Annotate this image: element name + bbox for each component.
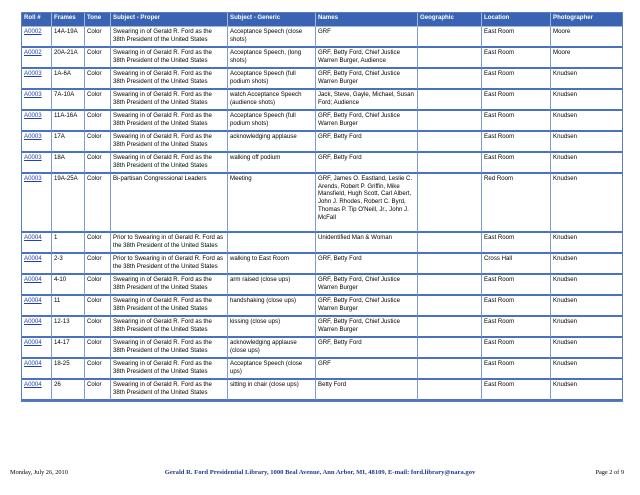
cell-photographer: Knudsen [551,254,622,275]
cell-geographic [418,174,482,233]
cell-names: GRF [316,359,418,380]
roll-link[interactable]: A0004 [24,339,42,346]
roll-link[interactable]: A0002 [24,28,42,35]
cell-subject-generic: Acceptance Speech, (long shots) [228,48,316,69]
cell-roll [22,380,52,401]
cell-photographer: Knudsen [551,132,622,153]
cell-roll [22,338,52,359]
cell-subject-proper: Swearing in of Gerald R. Ford as the 38th President of the United States [111,69,228,90]
cell-tone: Color [85,338,111,359]
cell-subject-proper: Swearing in of Gerald R. Ford as the 38th President of the United States [111,153,228,174]
roll-link[interactable]: A0004 [24,255,42,262]
cell-subject-proper: Swearing in of Gerald R. Ford as the 38th President of the United States [111,132,228,153]
table-row [22,317,622,338]
cell-geographic [418,69,482,90]
cell-subject-generic: Acceptance Speech (full podium shots) [228,69,316,90]
cell-photographer: Knudsen [551,296,622,317]
cell-photographer: Knudsen [551,69,622,90]
table-row [22,111,622,132]
cell-subject-proper: Swearing in of Gerald R. Ford as the 38th President of the United States [111,48,228,69]
cell-names: GRF, Betty Ford, Chief Justice Warren Burger [316,296,418,317]
roll-link[interactable]: A0002 [24,49,42,56]
cell-tone: Color [85,132,111,153]
cell-subject-proper: Swearing in of Gerald R. Ford as the 38th President of the United States [111,275,228,296]
cell-geographic [418,153,482,174]
roll-link[interactable]: A0004 [24,360,42,367]
cell-tone: Color [85,48,111,69]
cell-photographer: Knudsen [551,338,622,359]
cell-roll [22,174,52,233]
cell-geographic [418,380,482,401]
cell-photographer: Knudsen [551,111,622,132]
cell-tone: Color [85,296,111,317]
cell-tone: Color [85,27,111,48]
table-row [22,27,622,48]
roll-link[interactable]: A0003 [24,91,42,98]
cell-tone: Color [85,359,111,380]
roll-link[interactable]: A0003 [24,133,42,140]
cell-names: Jack, Steve, Gayle, Michael, Susan Ford; Audience [316,90,418,111]
footer-date: Monday, July 26, 2010 [10,469,68,476]
cell-tone: Color [85,90,111,111]
cell-names: GRF, Betty Ford [316,254,418,275]
cell-location: East Room [482,111,551,132]
cell-names: GRF, Betty Ford [316,153,418,174]
cell-geographic [418,111,482,132]
roll-link[interactable]: A0003 [24,70,42,77]
cell-roll [22,233,52,254]
cell-photographer: Knudsen [551,380,622,401]
cell-subject-generic: Acceptance Speech (close ups) [228,359,316,380]
cell-roll [22,359,52,380]
table-row [22,153,622,174]
table-body [22,27,622,401]
cell-frames: 7A-10A [52,90,85,111]
cell-photographer: Knudsen [551,275,622,296]
cell-subject-proper: Swearing in of Gerald R. Ford as the 38th President of the United States [111,359,228,380]
cell-tone: Color [85,153,111,174]
cell-subject-generic: kissing (close ups) [228,317,316,338]
roll-link[interactable]: A0004 [24,234,42,241]
cell-roll [22,111,52,132]
header-row [22,13,622,27]
cell-geographic [418,27,482,48]
column-header-names: Names [316,13,418,27]
cell-roll [22,27,52,48]
cell-location: East Room [482,359,551,380]
footer-page-number: Page 2 of 9 [595,469,624,476]
cell-frames: 1A-6A [52,69,85,90]
cell-subject-proper: Swearing in of Gerald R. Ford as the 38th President of the United States [111,111,228,132]
cell-tone: Color [85,254,111,275]
table-row [22,174,622,233]
cell-subject-generic: arm raised (close ups) [228,275,316,296]
cell-photographer: Moore [551,27,622,48]
cell-geographic [418,254,482,275]
cell-frames: 12-13 [52,317,85,338]
table-row [22,380,622,401]
cell-roll [22,275,52,296]
cell-roll [22,132,52,153]
cell-roll [22,317,52,338]
cell-tone: Color [85,275,111,296]
cell-names: GRF [316,27,418,48]
cell-geographic [418,296,482,317]
cell-roll [22,90,52,111]
roll-link[interactable]: A0004 [24,318,42,325]
cell-frames: 2-3 [52,254,85,275]
cell-subject-proper: Swearing in of Gerald R. Ford as the 38th President of the United States [111,380,228,401]
cell-frames: 20A-21A [52,48,85,69]
cell-location: East Room [482,132,551,153]
cell-subject-generic [228,233,316,254]
cell-roll [22,69,52,90]
roll-link[interactable]: A0004 [24,381,42,388]
table-row [22,233,622,254]
cell-subject-proper: Swearing in of Gerald R. Ford as the 38th President of the United States [111,317,228,338]
table-row [22,275,622,296]
photo-log-table [21,12,623,402]
cell-tone: Color [85,111,111,132]
cell-location: East Room [482,317,551,338]
table-row [22,69,622,90]
page-footer [0,469,640,481]
cell-subject-proper: Prior to Swearing in of Gerald R. Ford as the 38th President of the United States [111,254,228,275]
cell-subject-generic: Acceptance Speech (full podium shots) [228,111,316,132]
cell-location: East Room [482,275,551,296]
photo-log-sheet [21,12,623,402]
cell-photographer: Knudsen [551,90,622,111]
cell-frames: 14-17 [52,338,85,359]
cell-roll [22,254,52,275]
cell-names: GRF, Betty Ford, Chief Justice Warren Burger [316,317,418,338]
cell-subject-generic: watch Acceptance Speech (audience shots) [228,90,316,111]
roll-link[interactable]: A0003 [24,154,42,161]
cell-subject-generic: acknowledging applause (close ups) [228,338,316,359]
table-row [22,359,622,380]
cell-subject-generic: sitting in chair (close ups) [228,380,316,401]
cell-subject-proper: Bi-partisan Congressional Leaders [111,174,228,233]
cell-frames: 11 [52,296,85,317]
cell-subject-proper: Prior to Swearing in of Gerald R. Ford as the 38th President of the United States [111,233,228,254]
cell-frames: 18A [52,153,85,174]
cell-geographic [418,317,482,338]
cell-tone: Color [85,69,111,90]
cell-roll [22,153,52,174]
roll-link[interactable]: A0003 [24,175,42,182]
cell-roll [22,296,52,317]
cell-geographic [418,359,482,380]
cell-frames: 4-10 [52,275,85,296]
roll-link[interactable]: A0003 [24,112,42,119]
table-row [22,132,622,153]
cell-photographer: Knudsen [551,359,622,380]
cell-geographic [418,233,482,254]
column-header-geographic: Geographic [418,13,482,27]
cell-subject-generic: Meeting [228,174,316,233]
roll-link[interactable]: A0004 [24,276,42,283]
cell-tone: Color [85,233,111,254]
cell-subject-proper: Swearing in of Gerald R. Ford as the 38th President of the United States [111,296,228,317]
cell-subject-generic: walking to East Room [228,254,316,275]
cell-names: Betty Ford [316,380,418,401]
cell-names: GRF, Betty Ford, Chief Justice Warren Burger [316,111,418,132]
cell-frames: 14A-19A [52,27,85,48]
column-header-roll: Roll # [22,13,52,27]
cell-location: East Room [482,27,551,48]
cell-photographer: Knudsen [551,153,622,174]
cell-names: GRF, James O. Eastland, Leslie C. Arends, Robert P. Griffin, Mike Mansfield, Hugh Scott, Carl Albert, John J. Rhodes, Robert C. Byrd, Thomas P. Tip O'Neill, Jr., John J. McFall [316,174,418,233]
column-header-tone: Tone [85,13,111,27]
cell-tone: Color [85,174,111,233]
cell-photographer: Knudsen [551,174,622,233]
cell-photographer: Knudsen [551,233,622,254]
roll-link[interactable]: A0004 [24,297,42,304]
cell-names: GRF, Betty Ford, Chief Justice Warren Burger [316,275,418,296]
cell-subject-proper: Swearing in of Gerald R. Ford as the 38th President of the United States [111,27,228,48]
cell-geographic [418,275,482,296]
cell-frames: 26 [52,380,85,401]
cell-location: East Room [482,296,551,317]
cell-location: East Room [482,338,551,359]
cell-geographic [418,132,482,153]
cell-location: Cross Hall [482,254,551,275]
cell-names: GRF, Betty Ford, Chief Justice Warren Burger [316,69,418,90]
cell-roll [22,48,52,69]
cell-geographic [418,48,482,69]
column-header-subject-generic: Subject - Generic [228,13,316,27]
cell-location: East Room [482,48,551,69]
table-row [22,338,622,359]
cell-names: GRF, Betty Ford [316,132,418,153]
cell-subject-generic: acknowledging applause [228,132,316,153]
column-header-location: Location [482,13,551,27]
cell-geographic [418,90,482,111]
column-header-photographer: Photographer [551,13,622,27]
cell-frames: 11A-16A [52,111,85,132]
cell-names: GRF, Betty Ford, Chief Justice Warren Burger, Audience [316,48,418,69]
cell-location: East Room [482,153,551,174]
cell-subject-proper: Swearing in of Gerald R. Ford as the 38th President of the United States [111,338,228,359]
cell-frames: 18-25 [52,359,85,380]
cell-subject-generic: Acceptance Speech (close shots) [228,27,316,48]
cell-location: East Room [482,69,551,90]
cell-photographer: Moore [551,48,622,69]
column-header-subject-proper: Subject - Proper [111,13,228,27]
table-row [22,254,622,275]
cell-location: East Room [482,233,551,254]
cell-frames: 1 [52,233,85,254]
cell-frames: 19A-25A [52,174,85,233]
cell-photographer: Knudsen [551,317,622,338]
cell-names: GRF, Betty Ford [316,338,418,359]
cell-frames: 17A [52,132,85,153]
cell-location: Red Room [482,174,551,233]
cell-location: East Room [482,380,551,401]
cell-subject-generic: handshaking (close ups) [228,296,316,317]
cell-tone: Color [85,317,111,338]
cell-geographic [418,338,482,359]
table-row [22,48,622,69]
table-row [22,296,622,317]
cell-subject-proper: Swearing in of Gerald R. Ford as the 38th President of the United States [111,90,228,111]
cell-subject-generic: walking off podium [228,153,316,174]
footer-library-address: Gerald R. Ford Presidential Library, 1000 Beal Avenue, Ann Arbor, MI, 48109, E-mail: ford.library@nara.gov [164,469,476,476]
cell-tone: Color [85,380,111,401]
table-row [22,90,622,111]
cell-location: East Room [482,90,551,111]
cell-names: Unidentified Man & Woman [316,233,418,254]
column-header-frames: Frames [52,13,85,27]
